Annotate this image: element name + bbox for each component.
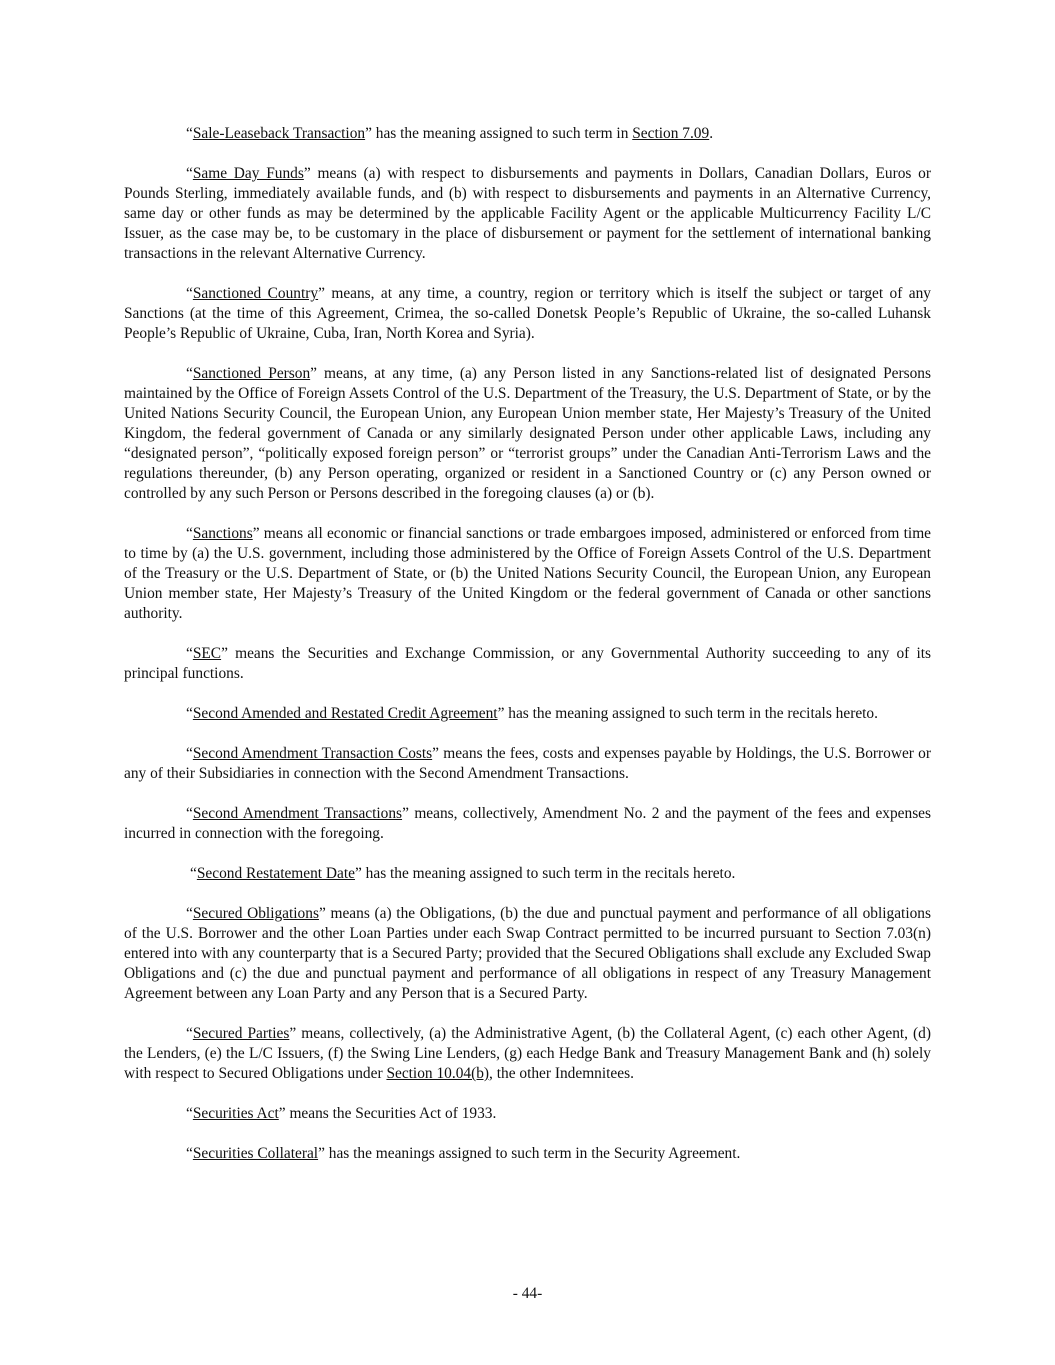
defined-term: Secured Parties — [192, 1025, 290, 1042]
definition-sanctioned-person: “Sanctioned Person” means, at any time, (a) any Person listed in any Sanctions-related list of designated Persons maintained by the Office of Foreign Assets Control of the U.S. Department of the Treasury, the U.S. Department of State, or by the United Nations Security Council, the European Union, any European Union member state, Her Majesty’s Treasury of the United Kingdom, the federal government of Canada or any similarly designated Person under other applicable Laws, including any “designated person”, “politically exposed foreign person” or “terrorist groups” under the Canadian Anti-Terrorism Laws and the regulations thereunder, (b) any Person operating, organized or resident in a Sanctioned Country or (c) any Person owned or controlled by any such Person or Persons described in the foregoing clauses (a) or (b). — [124, 365, 931, 502]
definition-secured-parties: “Secured Parties” means, collectively, (a) the Administrative Agent, (b) the Collateral Agent, (c) each other Agent, (d) the Lenders, (e) the L/C Issuers, (f) the Swing Line Lenders, (g) each Hedge Bank and Treasury Management Bank and (h) solely with respect to Secured Obligations under Section 10.04(b), the other Indemnitees. — [124, 1025, 931, 1082]
definition-second-amendment-transaction-costs: “Second Amendment Transaction Costs” means the fees, costs and expenses payable by Holdings, the U.S. Borrower or any of their Subsidiaries in connection with the Second Amendment Transactions. — [124, 745, 931, 782]
definition-text: means (a) with respect to disbursements and payments in Dollars, Canadian Dollars, Euros or Pounds Sterling, immediately available funds, and (b) with respect to disbursements and payments in an Alternative Currency, same day or other funds as may be determined by the applicable Facility Agent or the applicable Multicurrency Facility L/C Issuer, as the case may be, to be customary in the place of disbursement or payment for the settlement of international banking transactions in the relevant Alternative Currency. — [124, 165, 931, 262]
defined-term: Second Amendment Transaction Costs — [192, 745, 433, 762]
defined-term: Sanctioned Person — [192, 365, 311, 382]
section-reference: Section 10.04(b) — [386, 1065, 490, 1082]
definition-securities-act: “Securities Act” means the Securities Act of 1933. — [186, 1105, 497, 1122]
defined-term: Sale-Leaseback Transaction — [192, 125, 366, 142]
definition-text: has the meaning assigned to such term in the recitals hereto. — [365, 865, 736, 882]
defined-term: Second Restatement Date — [196, 865, 355, 882]
definition-sec: “SEC” means the Securities and Exchange Commission, or any Governmental Authority succeeding to any of its principal functions. — [124, 645, 931, 682]
definition-second-amendment-transactions: “Second Amendment Transactions” means, collectively, Amendment No. 2 and the payment of the fees and expenses incurred in connection with the foregoing. — [124, 805, 932, 842]
defined-term: Secured Obligations — [192, 905, 319, 922]
definition-text: has the meanings assigned to such term in the Security Agreement. — [328, 1145, 741, 1162]
definition-text: , the other Indemnitees. — [489, 1065, 634, 1082]
definition-text: . — [709, 125, 714, 142]
definition-text: means, at any time, a country, region or territory which is itself the subject or target of any Sanctions (at the time of this Agreement, Crimea, the so-called Donetsk People’s Republic of Ukraine, the so-called Luhansk People’s Republic of Ukraine, Cuba, Iran, North Korea and Syria). — [124, 285, 931, 342]
defined-term: Securities Act — [192, 1105, 279, 1122]
defined-term: Second Amendment Transactions — [192, 805, 403, 822]
defined-term: Same Day Funds — [192, 165, 304, 182]
definition-text: means, collectively, Amendment No. 2 and the payment of the fees and expenses incurred in connection with the foregoing. — [124, 805, 932, 842]
definition-text: means, collectively, (a) the Administrative Agent, (b) the Collateral Agent, (c) each other Agent, (d) the Lenders, (e) the L/C Issuers, (f) the Swing Line Lenders, (g) each Hedge Bank and Treasury Management Bank and (h) solely with respect to Secured Obligations under — [124, 1025, 931, 1082]
defined-term: Securities Collateral — [192, 1145, 319, 1162]
document-page — [124, 124, 931, 1184]
section-reference: Section 7.09 — [632, 125, 710, 142]
definition-second-amended-restated-credit-agreement: “Second Amended and Restated Credit Agreement” has the meaning assigned to such term in the recitals hereto. — [186, 705, 878, 722]
definition-secured-obligations: “Secured Obligations” means (a) the Obligations, (b) the due and punctual payment and performance of all obligations of the U.S. Borrower and the other Loan Parties under each Swap Contract permitted to be incurred pursuant to Section 7.03(n) entered into with any counterparty that is a Secured Party; provided that the Secured Obligations shall exclude any Excluded Swap Obligations and (c) the due and punctual payment and performance of all obligations in respect of any Treasury Management Agreement between any Loan Party and any Person that is a Secured Party. — [124, 905, 931, 1002]
definition-text: means (a) the Obligations, (b) the due and punctual payment and performance of all obligations of the U.S. Borrower and the other Loan Parties under each Swap Contract permitted to be incurred pursuant to Section 7.03(n) entered into with any counterparty that is a Secured Party; provided that the Secured Obligations shall exclude any Excluded Swap Obligations and (c) the due and punctual payment and performance of all obligations in respect of any Treasury Management Agreement between any Loan Party and any Person that is a Secured Party. — [124, 905, 931, 1002]
definition-text: means the Securities Act of 1933. — [289, 1105, 497, 1122]
page-number: - 44- — [512, 1285, 543, 1302]
definition-text: means the fees, costs and expenses payable by Holdings, the U.S. Borrower or any of their Subsidiaries in connection with the Second Amendment Transactions. — [124, 745, 931, 782]
definition-sale-leaseback-transaction: “Sale-Leaseback Transaction” has the meaning assigned to such term in Section 7.09. — [186, 125, 714, 142]
definition-sanctioned-country: “Sanctioned Country” means, at any time, a country, region or territory which is itself the subject or target of any Sanctions (at the time of this Agreement, Crimea, the so-called Donetsk People’s Republic of Ukraine, the so-called Luhansk People’s Republic of Ukraine, Cuba, Iran, North Korea and Syria). — [124, 285, 931, 342]
definition-second-restatement-date: “Second Restatement Date” has the meaning assigned to such term in the recitals hereto. — [190, 865, 736, 882]
definition-text: has the meaning assigned to such term in the recitals hereto. — [508, 705, 878, 722]
defined-term: Sanctioned Country — [192, 285, 319, 302]
defined-term: Second Amended and Restated Credit Agreement — [192, 705, 498, 722]
defined-term: Sanctions — [192, 525, 253, 542]
definition-text: means the Securities and Exchange Commission, or any Governmental Authority succeeding to any of its principal functions. — [124, 645, 931, 682]
definition-text: means, at any time, (a) any Person listed in any Sanctions-related list of designated Persons maintained by the Office of Foreign Assets Control of the U.S. Department of the Treasury, the U.S. Department of State, or by the United Nations Security Council, the European Union, any European Union member state, Her Majesty’s Treasury of the United Kingdom, the federal government of Canada or any similarly designated Person under other applicable Laws, including any “designated person”, “politically exposed foreign person” or “terrorist groups” under the Canadian Anti-Terrorism Laws and the regulations thereunder, (b) any Person operating, organized or resident in a Sanctioned Country or (c) any Person owned or controlled by any such Person or Persons described in the foregoing clauses (a) or (b). — [124, 365, 931, 502]
definition-text: has the meaning assigned to such term in — [375, 125, 633, 142]
definition-text: means all economic or financial sanctions or trade embargoes imposed, administered or enforced from time to time by (a) the U.S. government, including those administered by the Office of Foreign Assets Control of the U.S. Department of the Treasury or the U.S. Department of State, or (b) the United Nations Security Council, the European Union, any European Union member state, Her Majesty’s Treasury of the United Kingdom or the federal government of Canada or other sanctions authority. — [124, 525, 931, 622]
definition-same-day-funds: “Same Day Funds” means (a) with respect to disbursements and payments in Dollars, Canadian Dollars, Euros or Pounds Sterling, immediately available funds, and (b) with respect to disbursements and payments in an Alternative Currency, same day or other funds as may be determined by the applicable Facility Agent or the applicable Multicurrency Facility L/C Issuer, as the case may be, to be customary in the place of disbursement or payment for the settlement of international banking transactions in the relevant Alternative Currency. — [124, 165, 931, 262]
defined-term: SEC — [192, 645, 222, 662]
definition-securities-collateral: “Securities Collateral” has the meanings assigned to such term in the Security Agreement. — [186, 1145, 741, 1162]
definition-sanctions: “Sanctions” means all economic or financial sanctions or trade embargoes imposed, administered or enforced from time to time by (a) the U.S. government, including those administered by the Office of Foreign Assets Control of the U.S. Department of the Treasury or the U.S. Department of State, or (b) the United Nations Security Council, the European Union, any European Union member state, Her Majesty’s Treasury of the United Kingdom or the federal government of Canada or other sanctions authority. — [124, 525, 931, 622]
